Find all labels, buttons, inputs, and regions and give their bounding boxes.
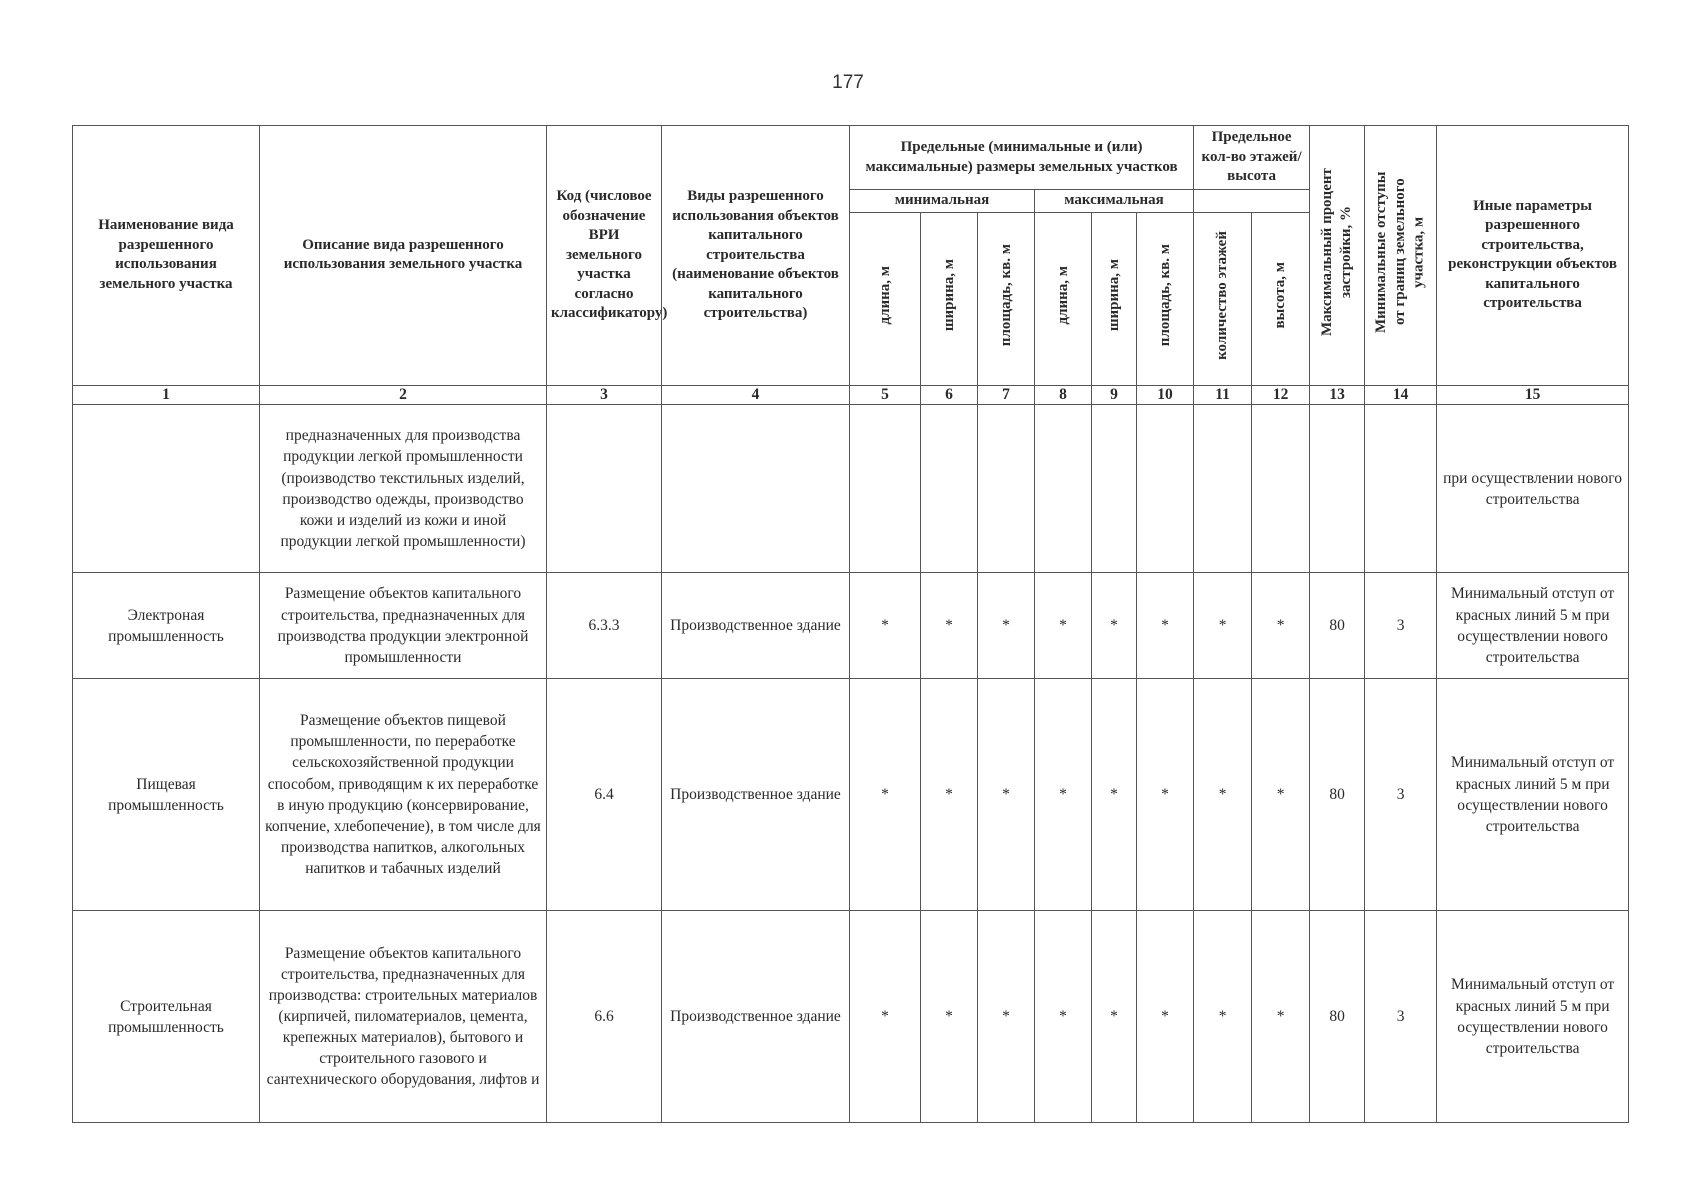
row-floors: * xyxy=(1194,573,1252,679)
row-max-percent: 80 xyxy=(1310,573,1365,679)
row-min-length: * xyxy=(850,679,921,911)
header-description: Описание вида разрешенного использования земельного участка xyxy=(260,126,547,386)
row-description: Размещение объектов пищевой промышленности, по переработке сельскохозяйственной продукции способом, приводящим к их переработке в иную продукцию (консервирование, копчение, хлебопечение), в том числе для производства напитков, алкогольных напитков и табачных изделий xyxy=(260,679,547,911)
row-max-length: * xyxy=(1035,679,1092,911)
row-min-area xyxy=(978,405,1035,573)
row-height xyxy=(1252,405,1310,573)
row-building-type: Производственное здание xyxy=(662,573,850,679)
column-number: 10 xyxy=(1137,385,1194,405)
column-number: 7 xyxy=(978,385,1035,405)
header-limits: Предельные (минимальные и (или) максимальные) размеры земельных участков xyxy=(850,126,1194,190)
row-min-width xyxy=(921,405,978,573)
header-max-area: площадь, кв. м xyxy=(1137,212,1194,385)
row-height: * xyxy=(1252,573,1310,679)
row-description: предназначенных для производства продукции легкой промышленности (производство текстильных изделий, производство одежды, производство кожи и изделий из кожи и иной продукции легкой промышленности) xyxy=(260,405,547,573)
row-max-area: * xyxy=(1137,911,1194,1123)
row-name: Электроная промышленность xyxy=(73,573,260,679)
row-max-area: * xyxy=(1137,679,1194,911)
row-description: Размещение объектов капитального строительства, предназначенных для производства продукции электронной промышленности xyxy=(260,573,547,679)
row-max-width xyxy=(1092,405,1137,573)
row-other-params: Минимальный отступ от красных линий 5 м при осуществлении нового строительства xyxy=(1437,911,1629,1123)
row-other-params: Минимальный отступ от красных линий 5 м при осуществлении нового строительства xyxy=(1437,573,1629,679)
row-name: Строительная промышленность xyxy=(73,911,260,1123)
column-number: 3 xyxy=(547,385,662,405)
row-max-width: * xyxy=(1092,573,1137,679)
row-max-area: * xyxy=(1137,573,1194,679)
page-number: 177 xyxy=(832,72,864,93)
row-name: Пищевая промышленность xyxy=(73,679,260,911)
column-number: 6 xyxy=(921,385,978,405)
column-number: 1 xyxy=(73,385,260,405)
row-building-type xyxy=(662,405,850,573)
table-row xyxy=(73,573,1629,679)
header-floors: количество этажей xyxy=(1194,212,1252,385)
column-number-row xyxy=(73,385,1629,405)
row-min-setback: 3 xyxy=(1365,573,1437,679)
row-floors: * xyxy=(1194,911,1252,1123)
row-min-setback: 3 xyxy=(1365,679,1437,911)
row-building-type: Производственное здание xyxy=(662,679,850,911)
row-description: Размещение объектов капитального строительства, предназначенных для производства: строительных материалов (кирпичей, пиломатериалов, цемента, крепежных материалов), бытового и строительного газового и сантехнического оборудования, лифтов и xyxy=(260,911,547,1123)
row-name xyxy=(73,405,260,573)
column-number: 15 xyxy=(1437,385,1629,405)
row-max-percent xyxy=(1310,405,1365,573)
row-max-area xyxy=(1137,405,1194,573)
row-min-area: * xyxy=(978,573,1035,679)
header-other-params: Иные параметры разрешенного строительства, реконструкции объектов капитального строительства xyxy=(1437,126,1629,386)
header-maximum: максимальная xyxy=(1035,190,1194,213)
table-row xyxy=(73,911,1629,1123)
row-max-width: * xyxy=(1092,911,1137,1123)
row-min-width: * xyxy=(921,679,978,911)
row-min-setback: 3 xyxy=(1365,911,1437,1123)
column-number: 11 xyxy=(1194,385,1252,405)
column-number: 4 xyxy=(662,385,850,405)
header-min-setback: Минимальные отступы от границ земельного участка, м xyxy=(1365,126,1437,386)
row-min-area: * xyxy=(978,679,1035,911)
row-max-percent: 80 xyxy=(1310,911,1365,1123)
column-number: 13 xyxy=(1310,385,1365,405)
row-min-length: * xyxy=(850,573,921,679)
row-min-length: * xyxy=(850,911,921,1123)
row-code xyxy=(547,405,662,573)
row-max-length xyxy=(1035,405,1092,573)
row-building-type: Производственное здание xyxy=(662,911,850,1123)
row-max-length: * xyxy=(1035,911,1092,1123)
header-max-length: длина, м xyxy=(1035,212,1092,385)
column-number: 8 xyxy=(1035,385,1092,405)
row-max-percent: 80 xyxy=(1310,679,1365,911)
header-min-area: площадь, кв. м xyxy=(978,212,1035,385)
row-other-params: при осуществлении нового строительства xyxy=(1437,405,1629,573)
row-min-length xyxy=(850,405,921,573)
header-code: Код (числовое обозначение ВРИ земельного участка согласно классификатору) xyxy=(547,126,662,386)
zoning-parameters-table xyxy=(72,125,1629,1123)
row-floors: * xyxy=(1194,679,1252,911)
column-number: 9 xyxy=(1092,385,1137,405)
column-number: 14 xyxy=(1365,385,1437,405)
row-code: 6.6 xyxy=(547,911,662,1123)
header-minimum: минимальная xyxy=(850,190,1035,213)
header-name: Наименование вида разрешенного использования земельного участка xyxy=(73,126,260,386)
row-min-setback xyxy=(1365,405,1437,573)
header-min-length: длина, м xyxy=(850,212,921,385)
row-max-width: * xyxy=(1092,679,1137,911)
header-types: Виды разрешенного использования объектов капитального строительства (наименование объектов капитального строительства) xyxy=(662,126,850,386)
header-min-width: ширина, м xyxy=(921,212,978,385)
column-number: 2 xyxy=(260,385,547,405)
header-floors-group: Предельное кол-во этажей/высота xyxy=(1194,126,1310,190)
row-min-area: * xyxy=(978,911,1035,1123)
column-number: 12 xyxy=(1252,385,1310,405)
table-row xyxy=(73,405,1629,573)
header-max-percent: Максимальный процент застройки, % xyxy=(1310,126,1365,386)
row-min-width: * xyxy=(921,573,978,679)
column-number: 5 xyxy=(850,385,921,405)
header-max-width: ширина, м xyxy=(1092,212,1137,385)
row-other-params: Минимальный отступ от красных линий 5 м при осуществлении нового строительства xyxy=(1437,679,1629,911)
row-height: * xyxy=(1252,911,1310,1123)
header-height: высота, м xyxy=(1252,212,1310,385)
row-code: 6.4 xyxy=(547,679,662,911)
row-height: * xyxy=(1252,679,1310,911)
row-code: 6.3.3 xyxy=(547,573,662,679)
table-row xyxy=(73,679,1629,911)
row-max-length: * xyxy=(1035,573,1092,679)
row-floors xyxy=(1194,405,1252,573)
row-min-width: * xyxy=(921,911,978,1123)
